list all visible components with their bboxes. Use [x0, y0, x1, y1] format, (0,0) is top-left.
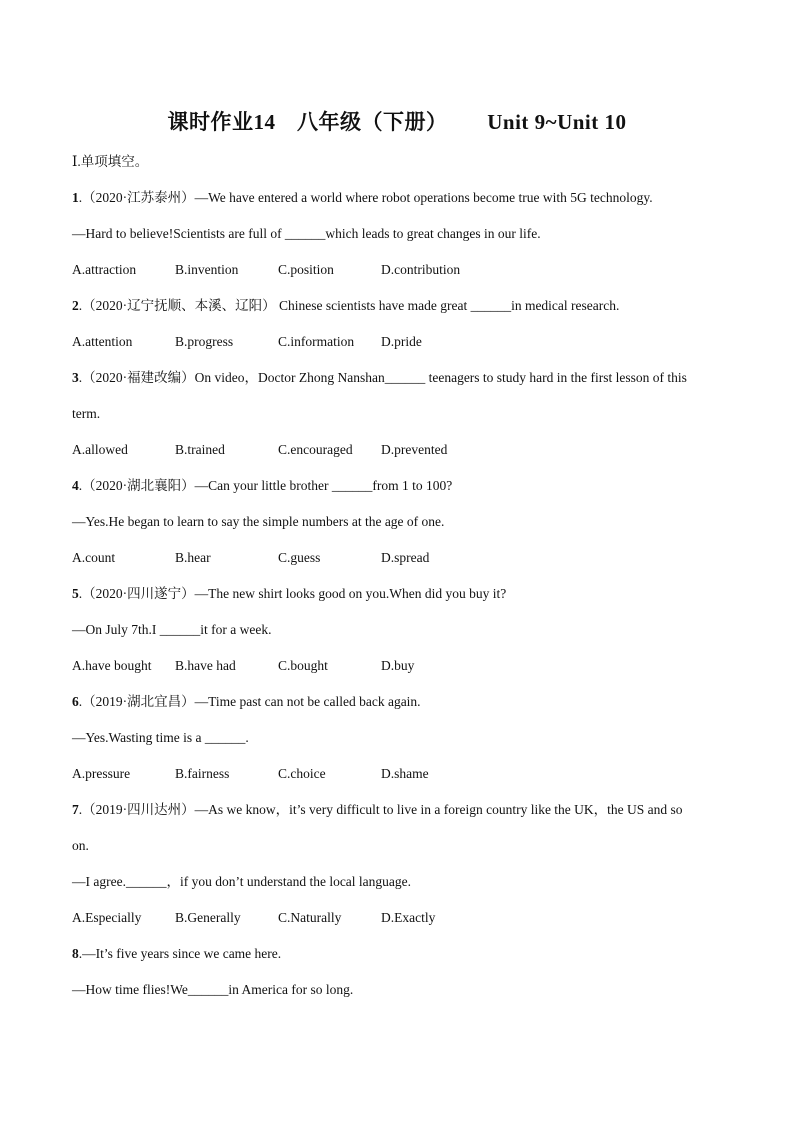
question-4: [72, 468, 722, 576]
option-d: D.prevented: [381, 442, 448, 457]
question-number: 5: [72, 586, 79, 601]
option-b: B.hear: [175, 550, 211, 565]
question-text: —Can your little brother ______from 1 to 100?: [194, 478, 453, 493]
option-b: B.Generally: [175, 910, 241, 925]
option-c: C.information: [278, 334, 355, 349]
page-title-english: Unit 9~Unit 10: [487, 110, 627, 134]
option-d: D.shame: [381, 766, 429, 781]
question-text: —Yes.He began to learn to say the simple numbers at the age of one.: [72, 514, 445, 529]
question-number: 2: [72, 298, 79, 313]
question-source: .（2020·福建改编）: [78, 370, 195, 385]
question-text: —Time past can not be called back again.: [194, 694, 421, 709]
answer-options: [72, 900, 722, 936]
question-text: Chinese scientists have made great ______in medical research.: [275, 298, 620, 313]
section-heading: Ⅰ.单项填空。: [72, 154, 149, 169]
question-text: —The new shirt looks good on you.When did you buy it?: [194, 586, 507, 601]
question-number: 8: [72, 946, 79, 961]
question-text: —I agree.______，if you don’t understand the local language.: [72, 874, 412, 889]
question-source: .（2020·江苏泰州）: [78, 190, 195, 205]
question-text: —We have entered a world where robot operations become true with 5G technology.: [194, 190, 653, 205]
question-text: term.: [72, 406, 101, 421]
option-a: A.count: [72, 550, 116, 565]
question-number: 4: [72, 478, 79, 493]
question-text: —How time flies!We______in America for so long.: [72, 982, 354, 997]
question-text: On video，Doctor Zhong Nanshan______ teenagers to study hard in the first lesson of this: [194, 370, 687, 385]
option-d: D.spread: [381, 550, 430, 565]
question-text: —Hard to believe!Scientists are full of ______which leads to great changes in our life.: [72, 226, 541, 241]
answer-options: [72, 648, 722, 684]
option-d: D.pride: [381, 334, 422, 349]
option-a: A.have bought: [72, 658, 152, 673]
answer-options: [72, 432, 722, 468]
question-number: 7: [72, 802, 79, 817]
option-d: D.contribution: [381, 262, 461, 277]
question-source: .: [78, 946, 83, 961]
question-source: .（2020·湖北襄阳）: [78, 478, 195, 493]
option-c: C.guess: [278, 550, 321, 565]
option-a: A.pressure: [72, 766, 131, 781]
option-a: A.Especially: [72, 910, 142, 925]
option-a: A.attention: [72, 334, 133, 349]
option-b: B.invention: [175, 262, 239, 277]
option-b: B.progress: [175, 334, 234, 349]
question-text: —As we know，it’s very difficult to live in a foreign country like the UK，the US and so: [194, 802, 683, 817]
question-source: .（2020·辽宁抚顺、本溪、辽阳）: [78, 298, 276, 313]
option-c: C.Naturally: [278, 910, 342, 925]
worksheet-body: [72, 150, 722, 1008]
question-1: [72, 180, 722, 288]
answer-options: [72, 756, 722, 792]
option-a: A.allowed: [72, 442, 128, 457]
question-5: [72, 576, 722, 684]
option-c: C.encouraged: [278, 442, 353, 457]
answer-options: [72, 252, 722, 288]
question-3: [72, 360, 722, 468]
question-number: 3: [72, 370, 79, 385]
answer-options: [72, 324, 722, 360]
question-number: 1: [72, 190, 79, 205]
question-source: .（2019·湖北宜昌）: [78, 694, 195, 709]
question-7: [72, 792, 722, 936]
question-text: —On July 7th.I ______it for a week.: [72, 622, 272, 637]
question-text: —Yes.Wasting time is a ______.: [72, 730, 249, 745]
question-6: [72, 684, 722, 792]
question-8: [72, 936, 722, 1008]
question-2: [72, 288, 722, 360]
option-d: D.Exactly: [381, 910, 436, 925]
option-b: B.fairness: [175, 766, 230, 781]
option-c: C.choice: [278, 766, 326, 781]
question-number: 6: [72, 694, 79, 709]
question-text: —It’s five years since we came here.: [82, 946, 282, 961]
question-source: .（2020·四川遂宁）: [78, 586, 195, 601]
option-d: D.buy: [381, 658, 415, 673]
page-title: [0, 106, 794, 136]
option-b: B.have had: [175, 658, 236, 673]
option-c: C.position: [278, 262, 334, 277]
answer-options: [72, 540, 722, 576]
option-c: C.bought: [278, 658, 328, 673]
option-a: A.attraction: [72, 262, 137, 277]
option-b: B.trained: [175, 442, 225, 457]
question-source: .（2019·四川达州）: [78, 802, 195, 817]
question-text: on.: [72, 838, 89, 853]
page-title-chinese: 课时作业14 八年级（下册）: [167, 110, 448, 134]
